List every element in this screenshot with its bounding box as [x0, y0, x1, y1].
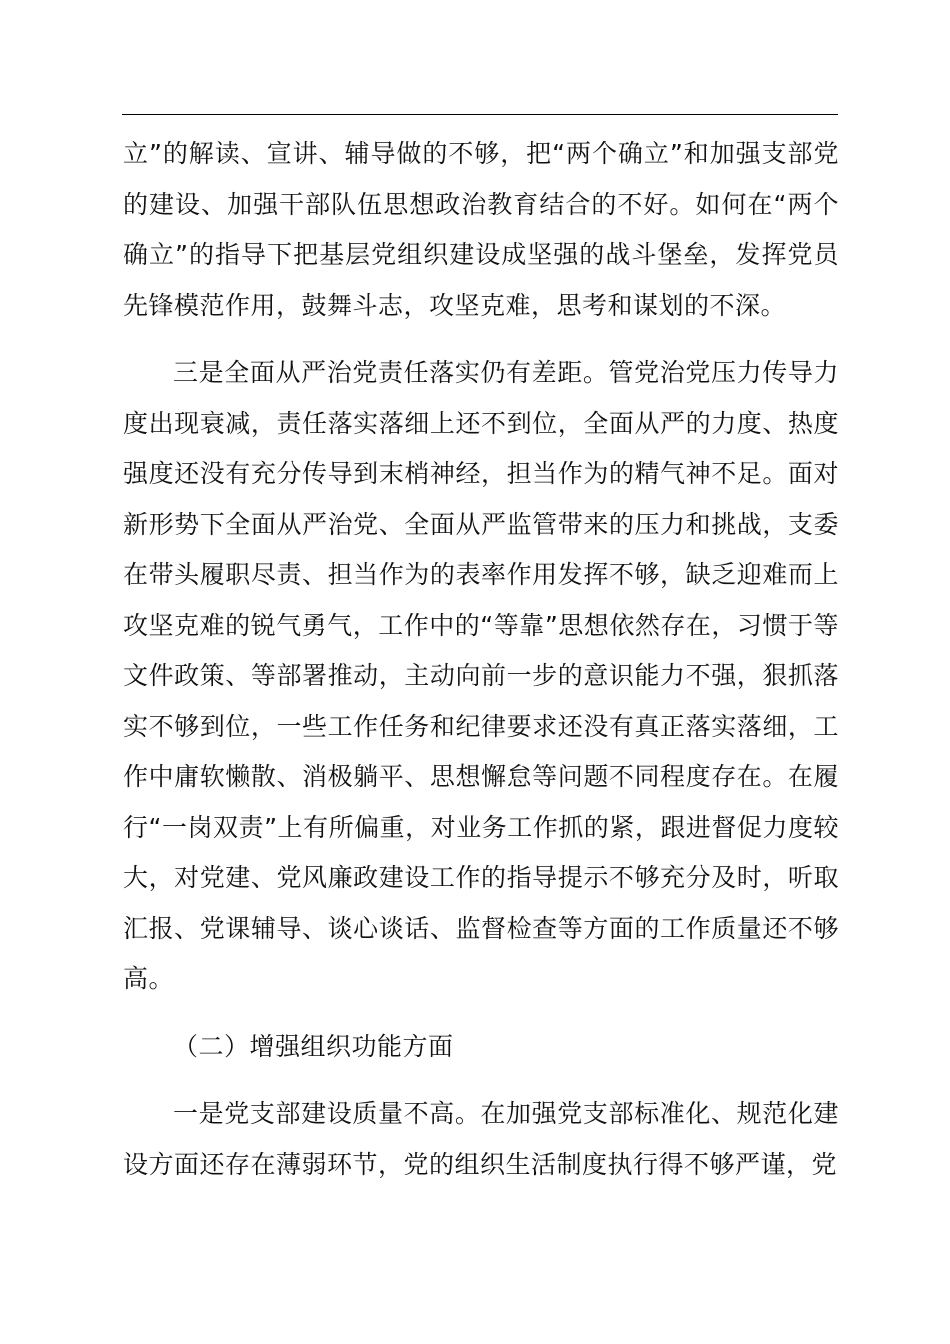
paragraph-continuation: 立”的解读、宣讲、辅导做的不够，把“两个确立”和加强支部党的建设、加强干部队伍思想政治教育结合的不好。如何在“两个确立”的指导下把基层党组织建设成坚强的战斗堡垒，发挥党员先锋模范作用，鼓舞斗志，攻坚克难，思考和谋划的不深。 [123, 139, 839, 320]
document-body [123, 129, 839, 1190]
paragraph-responsibility-gap: 三是全面从严治党责任落实仍有差距。管党治党压力传导力度出现衰减，责任落实落细上还不到位，全面从严的力度、热度强度还没有充分传导到末梢神经，担当作为的精气神不足。面对新形势下全面从严治党、全面从严监管带来的压力和挑战，支委在带头履职尽责、担当作为的表率作用发挥不够，缺乏迎难而上攻坚克难的锐气勇气，工作中的“等靠”思想依然存在，习惯于等文件政策、等部署推动，主动向前一步的意识能力不强，狠抓落实不够到位，一些工作任务和纪律要求还没有真正落实落细，工作中庸软懒散、消极躺平、思想懈怠等问题不同程度存在。在履行“一岗双责”上有所偏重，对业务工作抓的紧，跟进督促力度较大，对党建、党风廉政建设工作的指导提示不够充分及时，听取汇报、党课辅导、谈心谈话、监督检查等方面的工作质量还不够高。 [123, 358, 839, 993]
header-rule [122, 114, 838, 115]
paragraph-branch-quality: 一是党支部建设质量不高。在加强党支部标准化、规范化建设方面还存在薄弱环节，党的组织生活制度执行得不够严谨，党 [123, 1099, 839, 1179]
section-heading: （二）增强组织功能方面 [173, 1031, 454, 1061]
